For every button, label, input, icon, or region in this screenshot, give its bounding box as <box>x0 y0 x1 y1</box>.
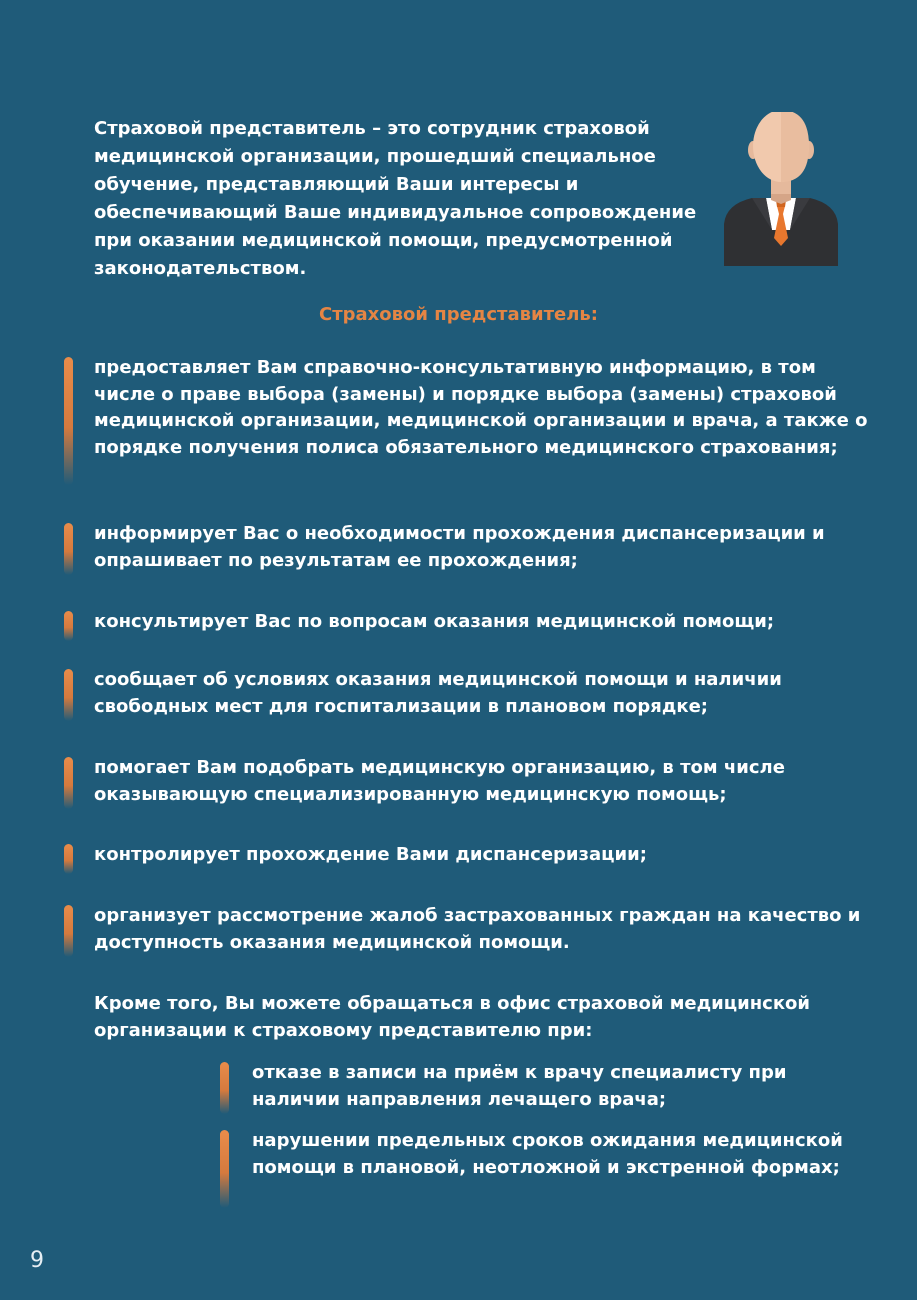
list-item <box>252 1060 852 1113</box>
list-item <box>94 667 874 720</box>
bullet-marker <box>64 757 73 809</box>
bullet-marker <box>64 357 73 485</box>
list-item <box>94 755 874 808</box>
list-item-text: консультирует Вас по вопросам оказания медицинской помощи; <box>94 611 775 632</box>
list-item <box>252 1128 852 1181</box>
list-item-text: информирует Вас о необходимости прохождения диспансеризации и опрашивает по результатам ее прохождения; <box>94 523 825 571</box>
list-item <box>94 903 874 956</box>
list-item <box>94 521 874 574</box>
list-item-text: организует рассмотрение жалоб застрахованных граждан на качество и доступность оказания медицинской помощи. <box>94 905 861 953</box>
bullet-marker <box>64 669 73 721</box>
list-item <box>94 842 874 869</box>
bullet-marker <box>220 1130 229 1208</box>
list-item-text: контролирует прохождение Вами диспансеризации; <box>94 844 647 865</box>
list-item-text: сообщает об условиях оказания медицинской помощи и наличии свободных мест для госпитализации в плановом порядке; <box>94 669 782 717</box>
bullet-marker <box>220 1062 229 1114</box>
intro-paragraph: Страховой представитель – это сотрудник страховой медицинской организации, прошедший специальное обучение, представляющий Ваши интересы и обеспечивающий Ваше индивидуальное сопровождение при оказании медицинской помощи, предусмотренной законодательством. <box>94 118 697 279</box>
section-title: Страховой представитель: <box>318 304 598 325</box>
list-item <box>94 355 874 461</box>
list-item-text: отказе в записи на приём к врачу специалисту при наличии направления лечащего врача; <box>252 1062 787 1110</box>
page-number: 9 <box>30 1248 44 1273</box>
bullet-marker <box>64 523 73 575</box>
bullet-marker <box>64 905 73 957</box>
list-item-text: помогает Вам подобрать медицинскую организацию, в том числе оказывающую специализированную медицинскую помощь; <box>94 757 785 805</box>
bullet-marker <box>64 844 73 874</box>
businessman-avatar-icon <box>722 112 840 266</box>
bullet-marker <box>64 611 73 641</box>
list-item-text: предоставляет Вам справочно-консультативную информацию, в том числе о праве выбора (замены) и порядке выбора (замены) страховой медицинской организации, медицинской организации и врача, а также о порядке получения полиса обязательного медицинского страхования; <box>94 357 868 458</box>
list-item-text: нарушении предельных сроков ожидания медицинской помощи в плановой, неотложной и экстренной формах; <box>252 1130 843 1178</box>
list-item <box>94 609 874 636</box>
outro-paragraph: Кроме того, Вы можете обращаться в офис страховой медицинской организации к страховому представителю при: <box>94 993 811 1041</box>
